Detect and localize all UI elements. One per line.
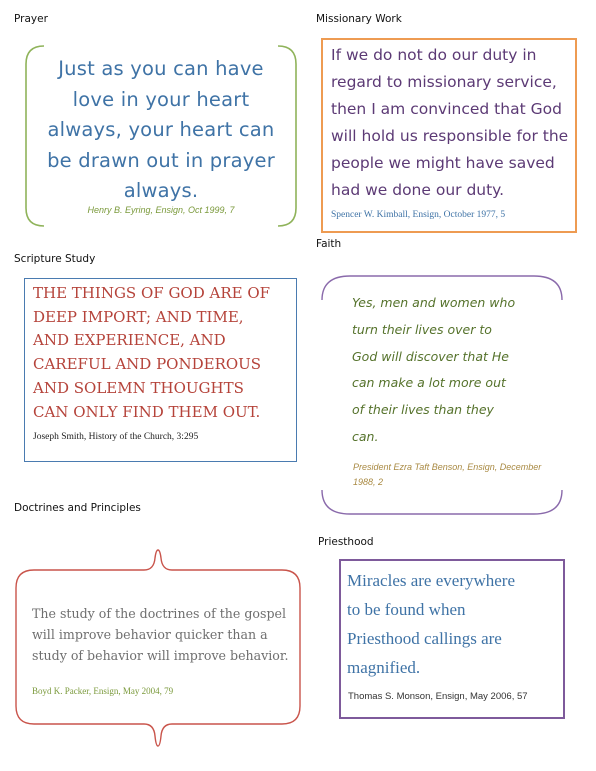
section-heading-scripture-study: Scripture Study [14, 253, 96, 265]
quote-line: to be found when [347, 600, 466, 619]
quote-line: Yes, men and women who [352, 295, 516, 310]
quote-line: will hold us responsible for the [331, 127, 569, 145]
quote-line: CAREFUL AND PONDEROUS [33, 355, 262, 374]
priesthood-quote-card [339, 559, 565, 719]
scripture-study-quote-card [24, 278, 297, 462]
scripture-study-quote-text [33, 282, 295, 424]
doctrines-and-principles-citation: Boyd K. Packer, Ensign, May 2004, 79 [32, 686, 174, 696]
prayer-citation: Henry B. Eyring, Ensign, Oct 1999, 7 [87, 205, 235, 215]
quote-line: Priesthood callings are [347, 629, 502, 648]
quote-line: magnified. [347, 658, 421, 677]
quote-line: regard to missionary service, [331, 73, 557, 91]
quote-line: study of behavior will improve behavior. [32, 648, 289, 663]
section-heading-prayer: Prayer [14, 13, 48, 25]
prayer-quote-card [24, 44, 298, 228]
quote-line: love in your heart [72, 87, 250, 111]
section-heading-faith: Faith [316, 238, 342, 250]
quote-line: God will discover that He [352, 348, 509, 364]
section-heading-doctrines-and-principles: Doctrines and Principles [14, 502, 141, 514]
missionary-work-citation: Spencer W. Kimball, Ensign, October 1977, 5 [331, 210, 506, 220]
quote-line: will improve behavior quicker than a [32, 627, 268, 642]
quote-line: then I am convinced that God [331, 100, 562, 118]
quote-line: Just as you can have [58, 57, 264, 80]
quote-line: CAN ONLY FIND THEM OUT. [33, 402, 261, 421]
quote-line: DEEP IMPORT; AND TIME, [33, 307, 244, 326]
quote-line: The study of the doctrines of the gospel [32, 606, 287, 621]
priesthood-citation: Thomas S. Monson, Ensign, May 2006, 57 [348, 691, 528, 702]
quote-line: people we might have saved [331, 154, 555, 172]
quote-line: always, your heart can [47, 118, 275, 141]
quote-line: always. [123, 179, 199, 202]
missionary-work-quote-text [331, 42, 577, 204]
quote-line: AND EXPERIENCE, AND [33, 331, 226, 350]
faith-quote-text [352, 290, 552, 451]
quote-line: AND SOLEMN THOUGHTS [33, 378, 244, 397]
quote-line: can. [352, 428, 379, 444]
priesthood-quote-text [347, 566, 563, 682]
faith-quote-card [320, 274, 564, 516]
quote-line: THE THINGS OF GOD ARE OF [33, 284, 271, 302]
doctrines-and-principles-quote-text [32, 603, 302, 666]
doctrines-and-principles-quote-card [14, 548, 304, 748]
missionary-work-quote-card [321, 38, 577, 233]
section-heading-priesthood: Priesthood [318, 536, 374, 548]
quote-line: Miracles are everywhere [347, 571, 516, 590]
prayer-quote-text [34, 54, 288, 207]
quote-line: of their lives than they [352, 402, 494, 418]
quote-line: turn their lives over to [352, 321, 492, 337]
quote-line: If we do not do our duty in [331, 46, 537, 64]
scripture-study-citation: Joseph Smith, History of the Church, 3:295 [33, 432, 199, 442]
quote-line: can make a lot more out [352, 375, 506, 391]
faith-citation: President Ezra Taft Benson, Ensign, December 1988, 2 [353, 462, 542, 487]
section-heading-missionary-work: Missionary Work [316, 13, 402, 25]
quote-line: had we done our duty. [331, 181, 505, 199]
quote-line: be drawn out in prayer [47, 148, 275, 172]
